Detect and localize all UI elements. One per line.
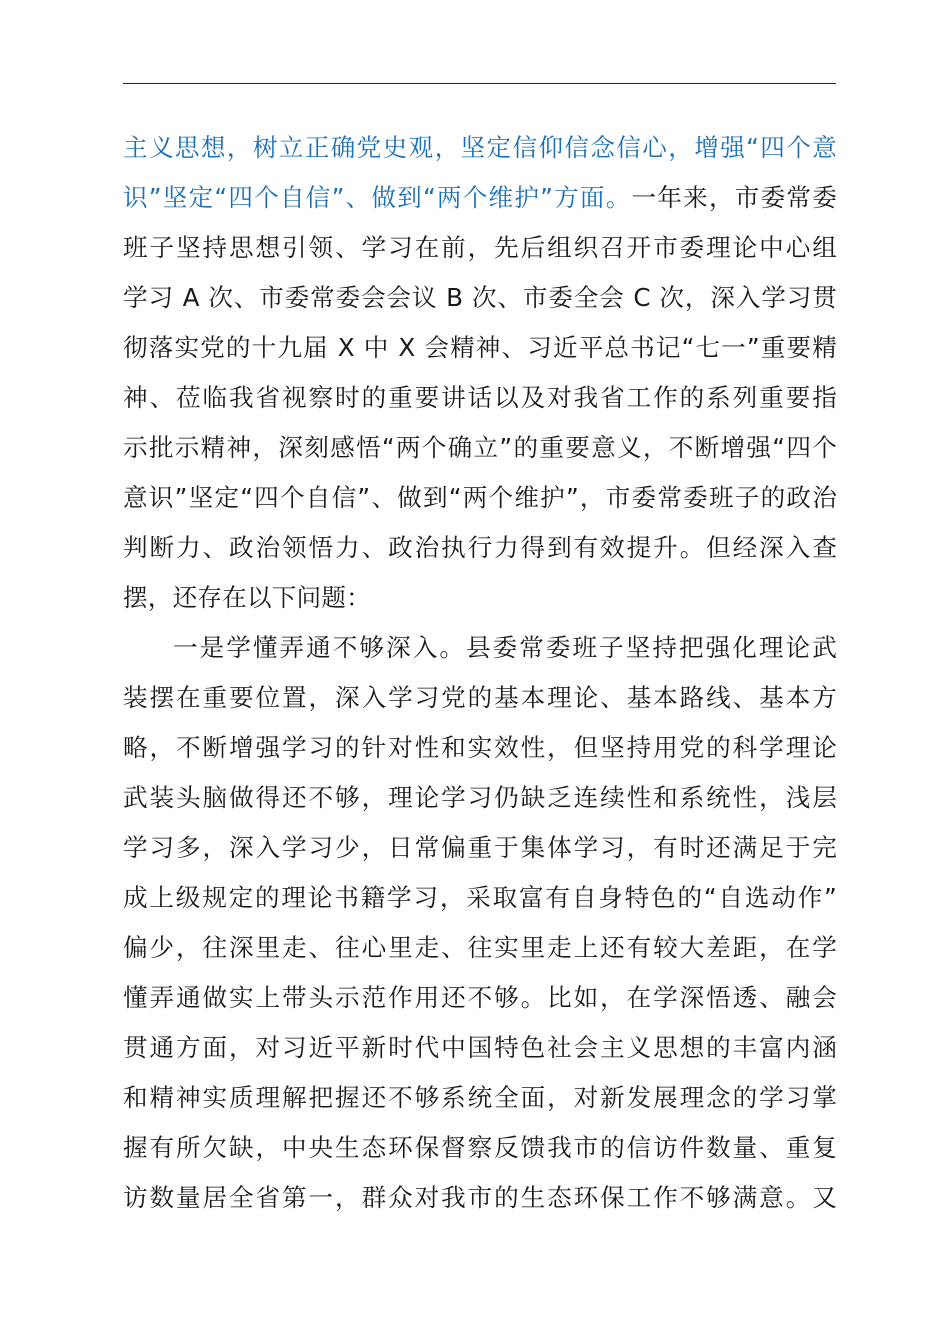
paragraph-2 — [123, 623, 837, 1223]
text-line: 判断力、政治领悟力、政治执行力得到有效提升。但经深入查 — [123, 533, 837, 562]
text-line — [123, 173, 837, 223]
document-body — [123, 123, 837, 1223]
text-line: 武装头脑做得还不够，理论学习仍缺乏连续性和系统性，浅层 — [123, 783, 837, 812]
text-line: 班子坚持思想引领、学习在前，先后组织召开市委理论中心组 — [123, 233, 837, 262]
text-line: 装摆在重要位置，深入学习党的基本理论、基本路线、基本方 — [123, 683, 837, 712]
body-text: 一年来，市委常委 — [631, 183, 838, 212]
text-line: 略，不断增强学习的针对性和实效性，但坚持用党的科学理论 — [123, 733, 837, 762]
text-line: 彻落实党的十九届 X 中 X 会精神、习近平总书记“七一”重要精 — [123, 333, 837, 362]
text-line: 一是学懂弄通不够深入。县委常委班子坚持把强化理论武 — [173, 633, 837, 662]
highlighted-text: 识”坚定“四个自信”、做到“两个维护”方面。 — [123, 183, 632, 212]
text-line: 贯通方面，对习近平新时代中国特色社会主义思想的丰富内涵 — [123, 1033, 837, 1062]
text-line: 懂弄通做实上带头示范作用还不够。比如，在学深悟透、融会 — [123, 983, 837, 1012]
text-line: 意识”坚定“四个自信”、做到“两个维护”，市委常委班子的政治 — [123, 483, 837, 512]
header-rule — [123, 83, 836, 84]
text-line: 偏少，往深里走、往心里走、往实里走上还有较大差距，在学 — [123, 933, 837, 962]
text-line: 示批示精神，深刻感悟“两个确立”的重要意义，不断增强“四个 — [123, 433, 837, 462]
text-line: 神、莅临我省视察时的重要讲话以及对我省工作的系列重要指 — [123, 383, 837, 412]
text-line: 学习 A 次、市委常委会会议 B 次、市委全会 C 次，深入学习贯 — [123, 283, 837, 312]
text-line: 握有所欠缺，中央生态环保督察反馈我市的信访件数量、重复 — [123, 1133, 837, 1162]
text-line: 学习多，深入学习少，日常偏重于集体学习，有时还满足于完 — [123, 833, 837, 862]
text-line: 主义思想，树立正确党史观，坚定信仰信念信心，增强“四个意 — [123, 133, 837, 162]
paragraph-1 — [123, 123, 837, 623]
text-line: 成上级规定的理论书籍学习，采取富有自身特色的“自选动作” — [123, 883, 837, 912]
text-line: 和精神实质理解把握还不够系统全面，对新发展理念的学习掌 — [123, 1083, 837, 1112]
text-line: 摆，还存在以下问题： — [123, 583, 371, 612]
text-line: 访数量居全省第一，群众对我市的生态环保工作不够满意。又 — [123, 1183, 837, 1212]
